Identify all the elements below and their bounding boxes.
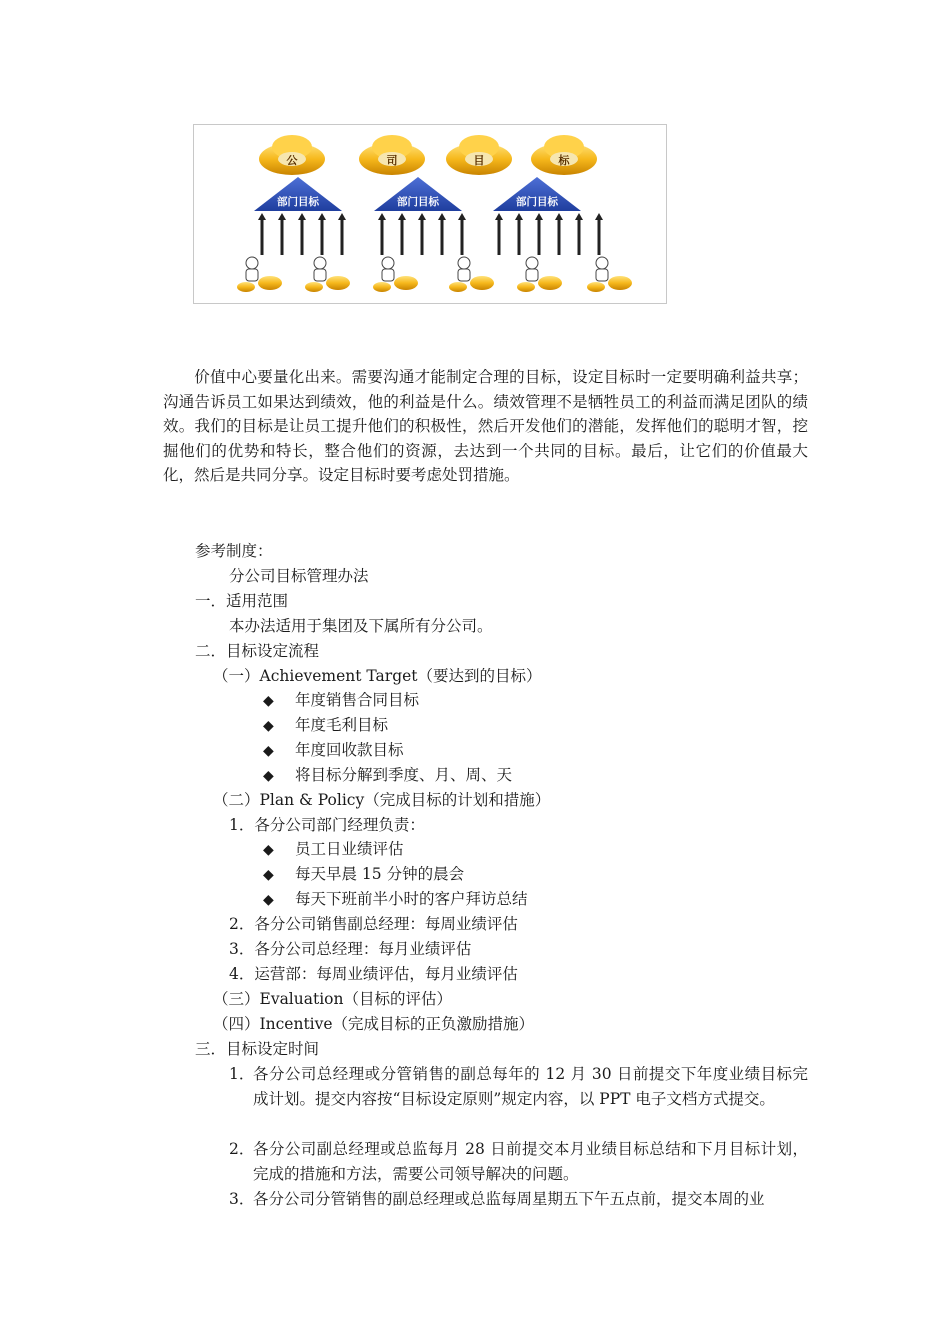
department-triangle-1 [254,177,342,211]
ingot-label: 司 [386,154,398,167]
department-label: 部门目标 [277,196,319,208]
bullet-item [263,889,528,911]
ingot-label: 目 [473,154,485,167]
section-1-heading: 一．适用范围 [195,592,289,610]
arrow-heads [258,213,603,220]
numbered-item-text: 各分公司分管销售的副总经理或总监每周星期五下午五点前，提交本周的业 [253,1190,765,1208]
bullet-text: 每天下班前半小时的客户拜访总结 [295,890,528,908]
numbered-item-text: 各分公司副总经理或总监每月 28 日前提交本月业绩目标总结和下月目标计划，完成的措施和方法，需要公司领导解决的问题。 [253,1140,808,1183]
diamond-bullet-icon: ◆ [263,718,274,734]
bullet-item [263,864,464,886]
document-title: 分公司目标管理办法 [229,567,369,585]
bullet-item [263,715,388,737]
bullet-item [263,740,404,762]
ingot-4 [531,135,597,175]
bullet-item [263,690,419,712]
section-1-body: 本办法适用于集团及下属所有分公司。 [229,617,493,635]
section-3-heading: 三．目标设定时间 [195,1040,320,1058]
employee-figures [237,257,632,292]
reference-label: 参考制度： [195,542,273,560]
goal-hierarchy-diagram [194,125,666,303]
department-triangle-2 [374,177,462,211]
section-2-heading: 二．目标设定流程 [195,642,320,660]
numbered-marker: 3． [229,1190,255,1208]
numbered-item: 1．各分公司部门经理负责： [229,816,425,834]
diamond-bullet-icon: ◆ [263,842,274,858]
subsection-d-heading: （四）Incentive（完成目标的正负激励措施） [213,1015,535,1033]
bullet-text: 将目标分解到季度、月、周、天 [295,766,513,784]
ingot-label: 公 [286,154,298,167]
department-label: 部门目标 [516,196,558,208]
diamond-bullet-icon: ◆ [263,867,274,883]
bullet-text: 年度销售合同目标 [295,691,420,709]
numbered-item: 2．各分公司销售副总经理：每周业绩评估 [229,915,518,933]
department-triangle-3 [493,177,581,211]
diamond-bullet-icon: ◆ [263,768,274,784]
bullet-item [263,765,512,787]
paragraph-text: 价值中心要量化出来。需要沟通才能制定合理的目标，设定目标时一定要明确利益共享；沟通告诉员工如果达到绩效，他的利益是什么。绩效管理不是牺牲员工的利益而满足团队的绩效。我们的目标是让员工提升他们的积极性，然后开发他们的潜能，发挥他们的聪明才智，挖掘他们的优势和特长，整合他们的资源，去达到一个共同的目标。最后，让它们的价值最大化，然后是共同分享。设定目标时要考虑处罚措施。 [163,368,808,484]
body-paragraph [163,365,808,488]
bullet-text: 年度回收款目标 [295,741,404,759]
bullet-text: 每天早晨 15 分钟的晨会 [295,865,465,883]
ingot-3 [446,135,512,175]
department-label: 部门目标 [397,196,439,208]
ingot-label: 标 [558,154,570,167]
ingot-2 [359,135,425,175]
numbered-item: 4．运营部：每周业绩评估，每月业绩评估 [229,965,518,983]
bullet-text: 员工日业绩评估 [295,840,404,858]
bullet-item [263,839,404,861]
numbered-marker: 2． [229,1140,255,1158]
upward-arrows [262,217,599,255]
numbered-item-text: 各分公司总经理或分管销售的副总每年的 12 月 30 日前提交下年度业绩目标完成计划。提交内容按“目标设定原则”规定内容，以 PPT 电子文档方式提交。 [253,1065,808,1108]
goal-hierarchy-figure [193,124,667,304]
subsection-a-heading: （一）Achievement Target（要达到的目标） [213,667,542,685]
numbered-marker: 1． [229,1065,255,1083]
numbered-item: 3．各分公司总经理：每月业绩评估 [229,940,472,958]
diamond-bullet-icon: ◆ [263,693,274,709]
subsection-b-heading: （二）Plan & Policy（完成目标的计划和措施） [213,791,551,809]
subsection-c-heading: （三）Evaluation（目标的评估） [213,990,452,1008]
diamond-bullet-icon: ◆ [263,743,274,759]
diamond-bullet-icon: ◆ [263,892,274,908]
bullet-text: 年度毛利目标 [295,716,389,734]
ingot-1 [259,135,325,175]
